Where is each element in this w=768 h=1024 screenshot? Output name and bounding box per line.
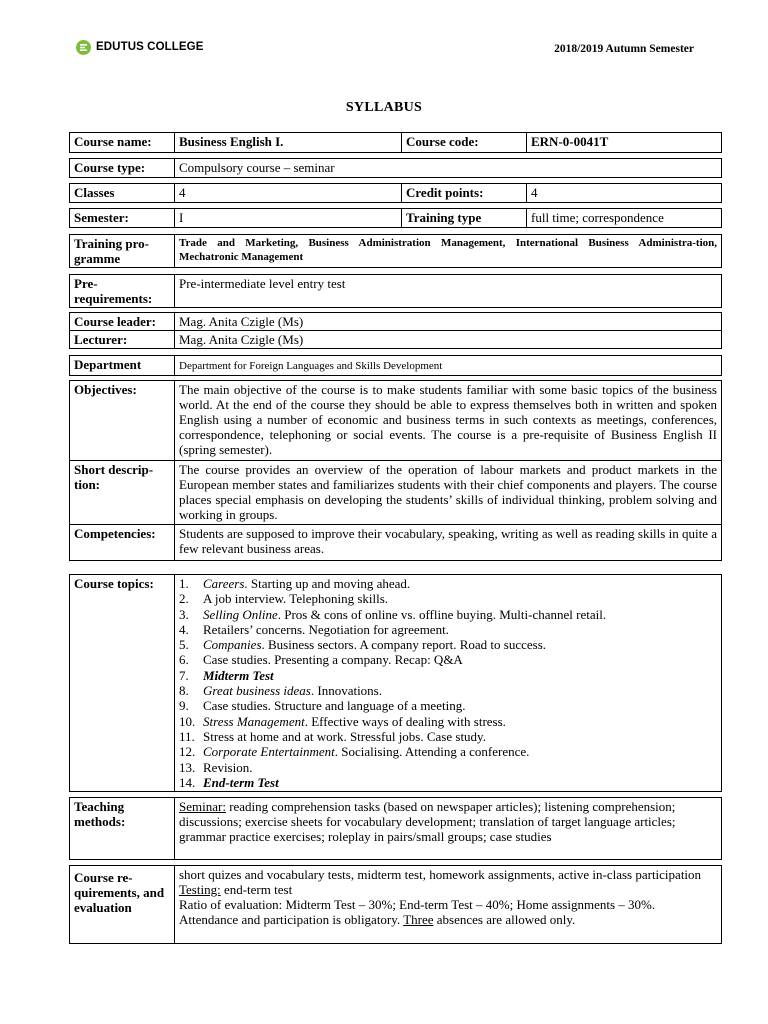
attendance-text-b: absences are allowed only. [433,912,576,927]
topic-lead: Corporate Entertainment [203,744,335,760]
college-logo [76,38,203,56]
programme-row [69,234,722,268]
requirements-ratio: Ratio of evaluation: Midterm Test – 30%; End-term Test – 40%; Home assignments – 30%. [179,897,656,912]
topic-rest: . Socialising. Attending a conference. [334,744,530,760]
attendance-text-underlined: Three [403,912,434,927]
topic-text [203,729,486,744]
competencies-value: Students are supposed to improve their vocabulary, speaking, writing as well as reading skills in quite a few relevant business areas. [175,525,722,561]
topic-rest: Case studies. Structure and language of a meeting. [203,698,466,714]
topic-text [203,744,529,759]
topic-item [179,714,717,729]
classes-label: Classes [70,184,175,203]
classes-value: 4 [175,184,402,203]
department-value: Department for Foreign Languages and Skills Development [175,356,722,376]
teaching-row [69,797,722,860]
course-code-label: Course code: [402,133,527,153]
topic-item [179,622,717,637]
testing-value: end-term test [220,882,293,897]
programme-label: Training pro-gramme [70,235,175,268]
topic-lead: Great business ideas [203,683,311,699]
topic-item [179,729,717,744]
course-name-value: Business English I. [175,133,402,153]
short-description-label: Short descrip-tion: [70,461,175,525]
topic-lead: Stress Management [203,713,305,729]
topic-item [179,698,717,713]
topic-rest: . Starting up and moving ahead. [244,576,411,591]
teaching-methods-text: reading comprehension tasks (based on newspaper articles); listening comprehension; discussions; exercise sheets for vocabulary development; translation of target language articles; grammar practice exercises; roleplay in pairs/small groups; case studies [179,799,676,844]
topic-rest: . Innovations. [310,683,382,699]
topic-text [203,637,546,652]
topic-item [179,683,717,698]
topic-item [179,760,717,775]
credit-points-value: 4 [527,184,722,203]
logo-text: EDUTUS COLLEGE [96,41,204,53]
topic-rest: Revision. [203,759,253,775]
topic-rest: End-term Test [203,774,279,790]
topic-lead: Companies [203,637,262,653]
semester-value: I [175,209,402,228]
training-type-value: full time; correspondence [527,209,722,228]
topic-text [203,683,382,698]
topic-item [179,652,717,667]
programme-value: Trade and Marketing, Business Administration Management, International Business Administra-tion, Mechatronic Management [175,235,722,268]
lecturer-value: Mag. Anita Czigle (Ms) [175,331,722,349]
semester-header: 2018/2019 Autumn Semester [554,43,694,55]
topic-text [203,576,410,591]
topic-rest: . Business sectors. A company report. Road to success. [261,637,547,653]
department-row [69,355,722,376]
topic-item [179,668,717,683]
logo-mark-icon [76,40,91,55]
course-leader-value: Mag. Anita Czigle (Ms) [175,313,722,331]
prereq-label: Pre-requirements: [70,275,175,308]
topic-lead: Selling Online [203,606,278,622]
topic-lead: Careers [203,576,245,591]
topic-number: 6. [179,652,189,668]
course-leader-label: Course leader: [70,313,175,331]
topic-rest: . Effective ways of dealing with stress. [304,713,506,729]
course-topics-label: Course topics: [70,575,175,792]
page-title: SYLLABUS [345,100,423,115]
topic-rest: Stress at home and at work. Stressful jobs. Case study. [203,728,486,744]
prereq-row [69,274,722,308]
requirements-attendance [179,912,717,927]
topic-number: 9. [179,698,189,714]
classes-row [69,183,722,203]
requirements-value [175,866,722,944]
department-label: Department [70,356,175,376]
course-type-row [69,158,722,178]
topic-text [203,775,279,790]
semester-label: Semester: [70,209,175,228]
course-code-value: ERN-0-0041T [527,133,722,153]
topic-number: 11. [179,728,195,744]
course-name-row [69,132,722,153]
topic-rest: . Pros & cons of online vs. offline buying. Multi-channel retail. [277,606,607,622]
topic-item [179,576,717,591]
attendance-text-a: Attendance and participation is obligatory. [179,912,404,927]
objectives-value: The main objective of the course is to make students familiar with some basic topics of the business world. At the end of the course they should be able to express themselves both in written and spoken English using a number of economic and business terms in such contexts as meetings, conferences, correspondence, telephoning or social events. The course is a pre-requisite of Business English II (spring semester). [175,381,722,461]
credit-points-label: Credit points: [402,184,527,203]
prereq-value: Pre-intermediate level entry test [175,275,722,308]
course-topics-value [175,575,722,792]
topic-text [203,652,463,667]
competencies-label: Competencies: [70,525,175,561]
topic-rest: Retailers’ concerns. Negotiation for agreement. [203,621,449,637]
topic-item [179,775,717,790]
objectives-label: Objectives: [70,381,175,461]
topic-rest: Case studies. Presenting a company. Recap: Q&A [203,652,463,668]
topics-list [179,576,717,790]
topic-number: 2. [179,591,189,607]
topic-text [203,714,506,729]
teaching-seminar-label: Seminar: [179,799,226,814]
training-type-label: Training type [402,209,527,228]
topic-number: 10. [179,713,196,729]
topic-text [203,698,465,713]
requirements-line-1: short quizes and vocabulary tests, midterm test, homework assignments, active in-class participation [179,867,702,882]
leader-row [69,312,722,349]
requirements-testing [179,882,717,897]
topic-number: 14. [179,774,196,790]
topic-rest: A job interview. Telephoning skills. [203,591,389,607]
topic-number: 1. [179,576,189,591]
testing-label: Testing: [179,882,221,897]
topic-number: 5. [179,637,189,653]
topic-text [203,760,252,775]
course-type-value: Compulsory course – seminar [175,159,722,178]
short-description-value: The course provides an overview of the operation of labour markets and product markets in the European member states and familiarizes students with their chief components and players. The course places special emphasis on developing the students’ skills of individual thinking, problem solving and working in groups. [175,461,722,525]
topic-text [203,607,606,622]
description-block [69,380,722,561]
topic-text [203,668,274,683]
semester-row [69,208,722,228]
requirements-row [69,865,722,944]
requirements-label: Course re-quirements, and evaluation [70,866,175,944]
teaching-methods-value [175,798,722,860]
topic-number: 3. [179,606,189,622]
topic-item [179,637,717,652]
topic-item [179,607,717,622]
course-name-label: Course name: [70,133,175,153]
topic-text [203,591,388,606]
topic-number: 4. [179,621,189,637]
topic-number: 7. [179,667,189,683]
course-type-label: Course type: [70,159,175,178]
topic-number: 13. [179,759,196,775]
topic-rest: Midterm Test [203,667,274,683]
topic-number: 8. [179,683,189,699]
topic-number: 12. [179,744,196,760]
topic-item [179,744,717,759]
teaching-methods-label: Teaching methods: [70,798,175,860]
topic-text [203,622,449,637]
topics-row [69,574,722,792]
topic-item [179,591,717,606]
lecturer-label: Lecturer: [70,331,175,349]
